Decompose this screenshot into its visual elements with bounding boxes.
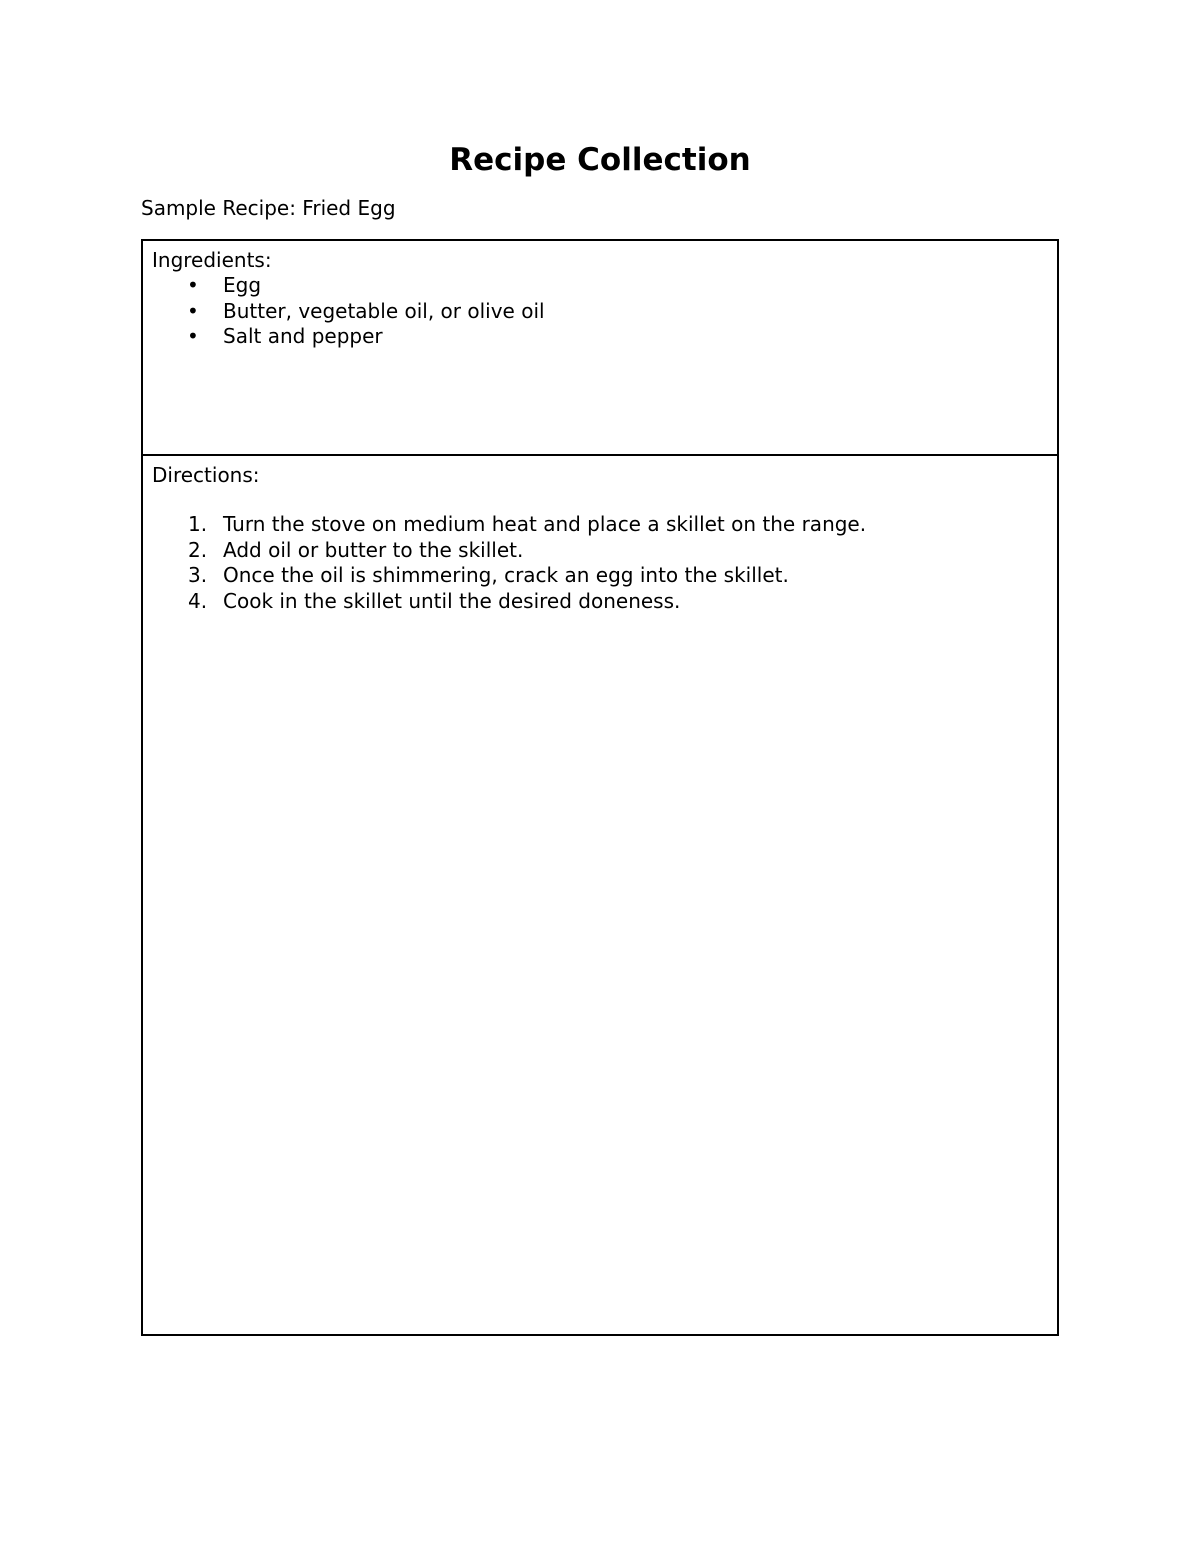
step-text: Turn the stove on medium heat and place a skillet on the range. — [223, 512, 867, 536]
ingredient-item — [152, 273, 1048, 299]
ingredients-cell — [143, 241, 1057, 456]
step-number: 2. — [188, 537, 208, 562]
direction-step — [152, 589, 1048, 615]
ingredients-label: Ingredients: — [152, 248, 272, 272]
step-text: Cook in the skillet until the desired doneness. — [223, 588, 681, 613]
ingredient-text: Butter, vegetable oil, or olive oil — [223, 298, 545, 323]
ingredient-text: Salt and pepper — [223, 324, 383, 348]
step-text: Once the oil is shimmering, crack an egg into the skillet. — [223, 563, 789, 587]
ingredient-text: Egg — [223, 273, 262, 297]
bullet-icon: • — [187, 298, 199, 323]
direction-step — [152, 538, 1048, 564]
directions-label: Directions: — [152, 463, 260, 487]
recipe-subtitle: Sample Recipe: Fried Egg — [141, 196, 396, 220]
ingredient-item — [152, 324, 1048, 350]
step-number: 3. — [188, 563, 208, 587]
directions-cell — [143, 456, 1057, 1334]
ingredients-list — [152, 273, 1048, 350]
direction-step — [152, 563, 1048, 589]
step-number: 1. — [188, 512, 208, 536]
recipe-table — [141, 239, 1059, 1336]
directions-list — [152, 512, 1048, 614]
page-title: Recipe Collection — [449, 142, 751, 178]
direction-step — [152, 512, 1048, 538]
ingredient-item — [152, 299, 1048, 325]
step-number: 4. — [188, 588, 208, 613]
bullet-icon: • — [187, 273, 199, 297]
step-text: Add oil or butter to the skillet. — [223, 537, 524, 562]
bullet-icon: • — [187, 324, 199, 348]
